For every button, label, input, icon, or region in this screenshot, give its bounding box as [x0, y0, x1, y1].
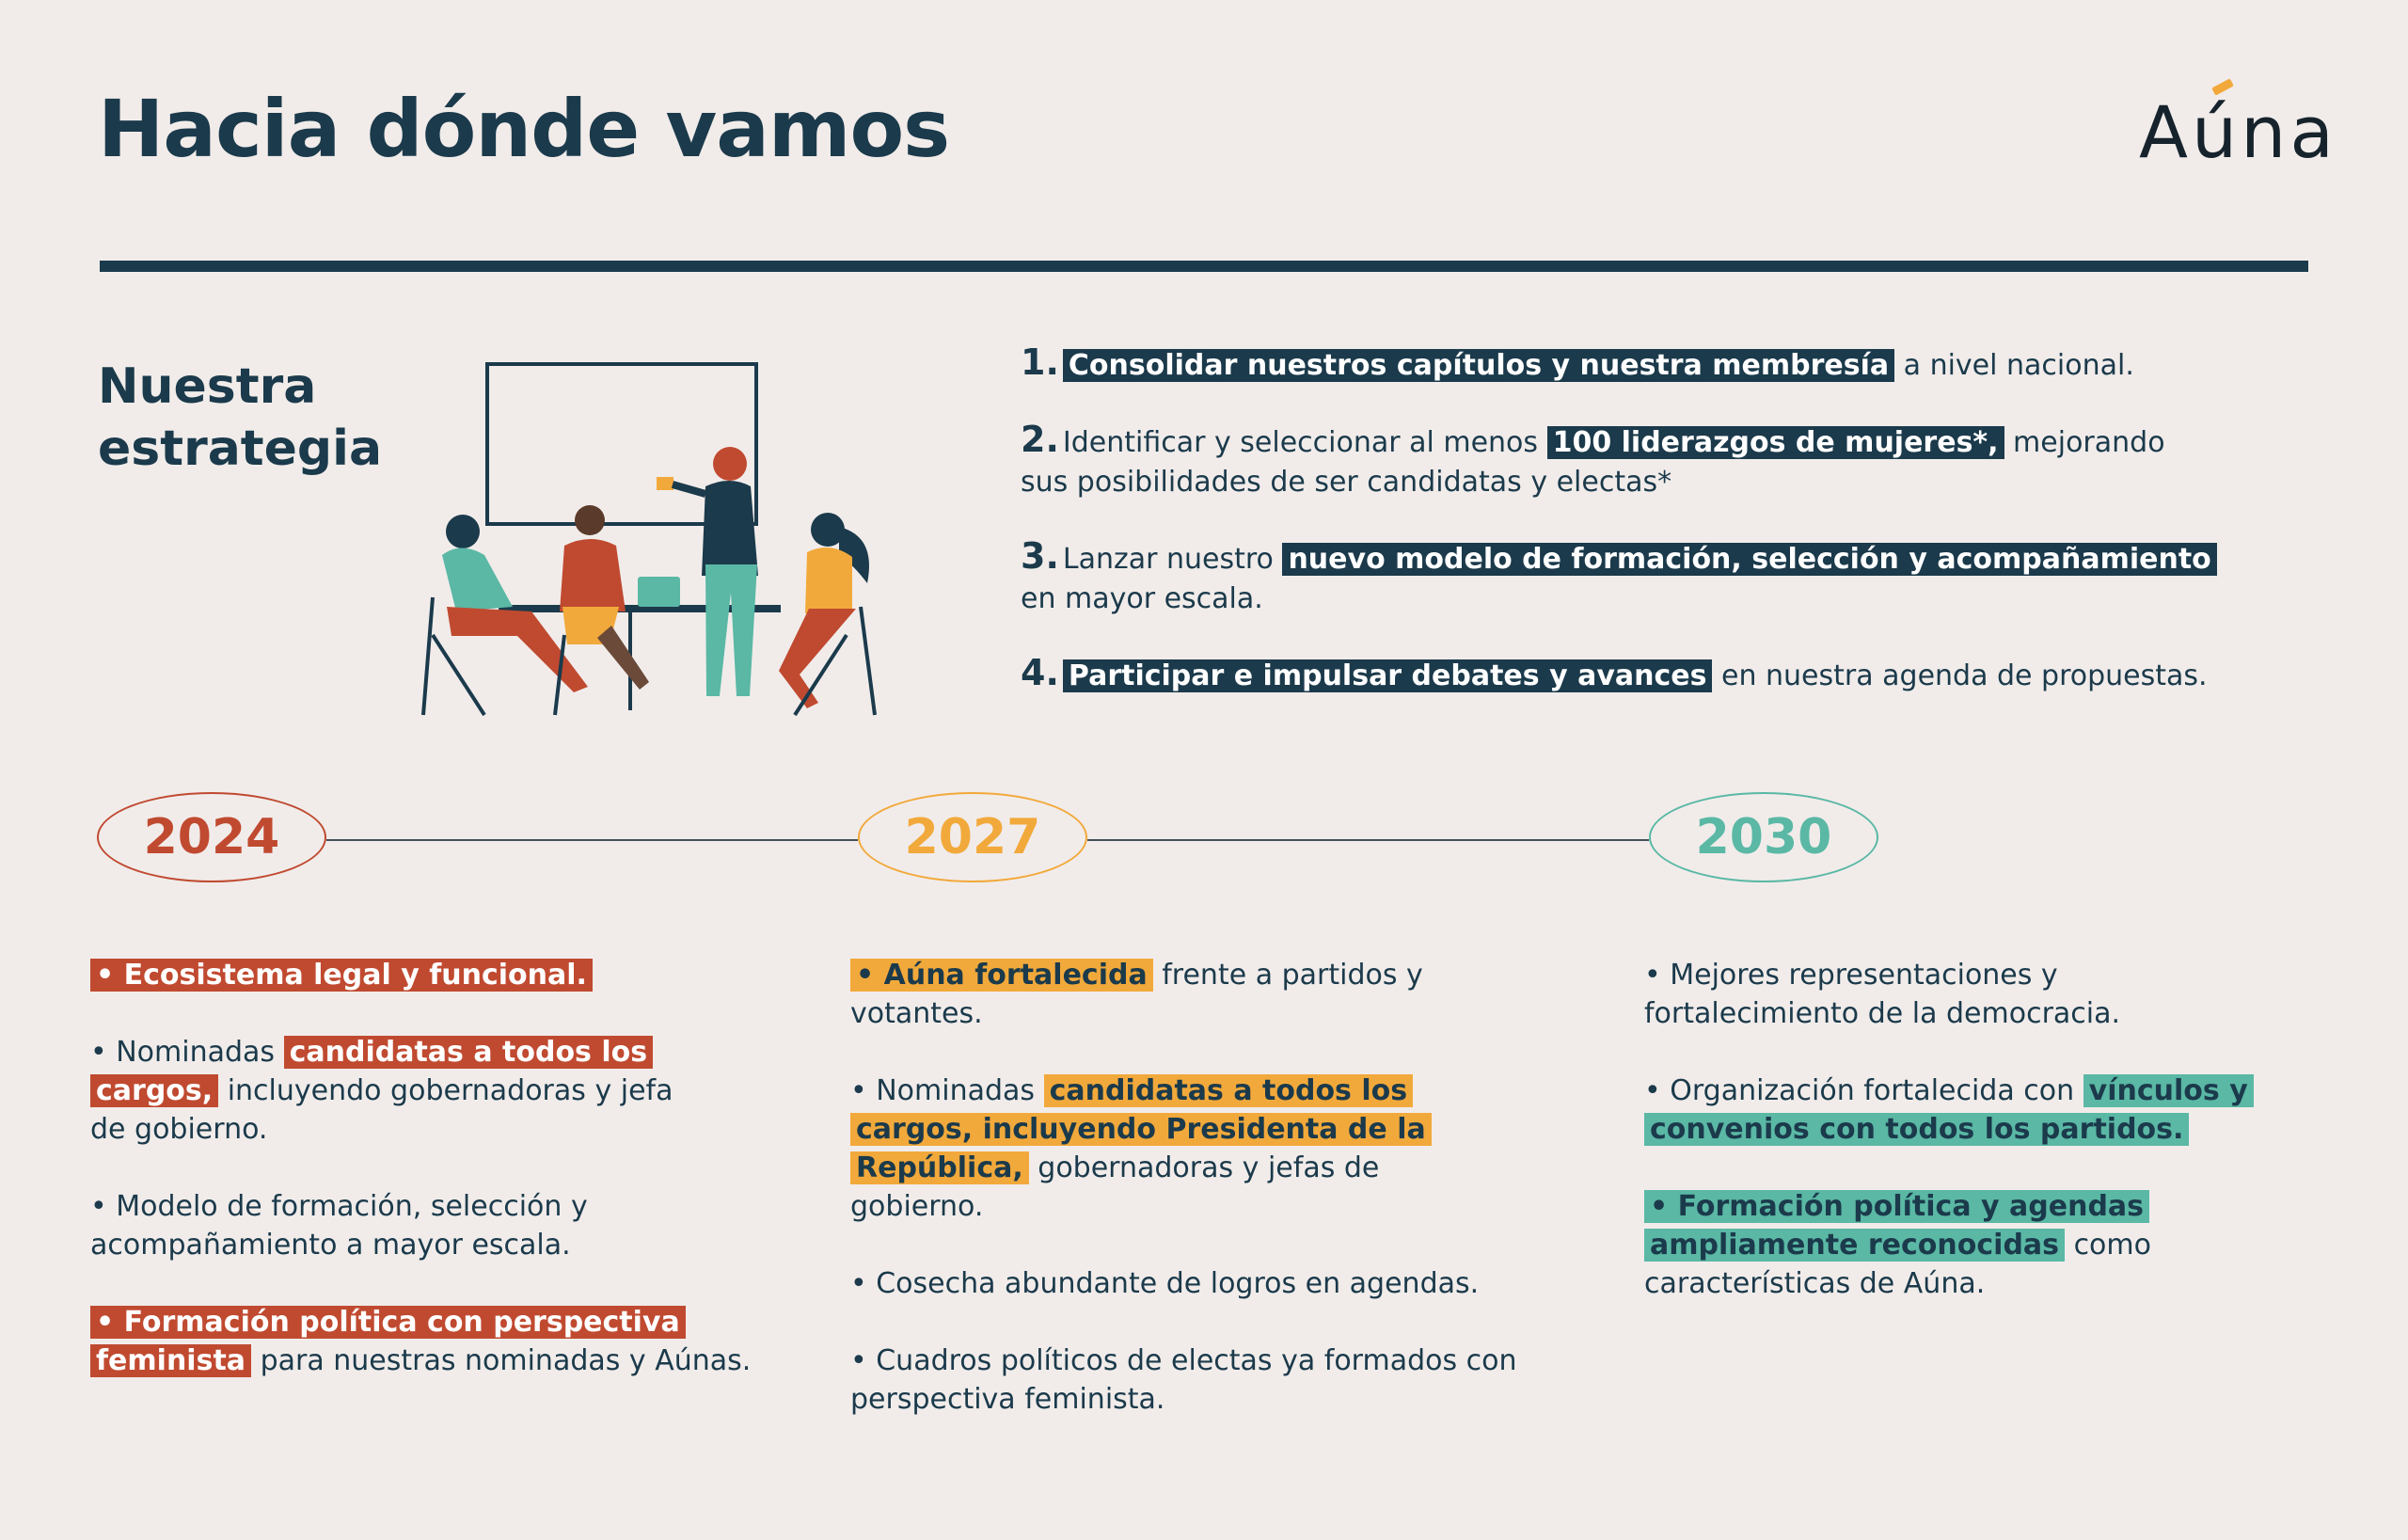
list-item: • Formación política con perspectiva feminista para nuestras nominadas y Aúnas.	[90, 1303, 768, 1380]
strategy-heading: Nuestra estrategia	[98, 358, 383, 477]
list-item: • Nominadas candidatas a todos los cargos, incluyendo gobernadoras y jefa de gobierno.	[90, 1036, 673, 1146]
year-badge-2024: 2024	[97, 792, 326, 882]
strategy-goal-4: 4. Participar e impulsar debates y avances en nuestra agenda de propuestas.	[1021, 652, 2208, 693]
strategy-goal-1: 1. Consolidar nuestros capítulos y nuestra membresía a nivel nacional.	[1021, 341, 2134, 383]
strategy-goal-3: 3. Lanzar nuestro nuevo modelo de formación, selección y acompañamiento en mayor escala.	[1021, 536, 2217, 619]
milestones-2030	[1644, 956, 2284, 1342]
team-meeting-illustration	[395, 353, 912, 720]
year-badge-2027: 2027	[858, 792, 1087, 882]
list-item: • Mejores representaciones y fortalecimiento de la democracia.	[1644, 959, 2121, 1030]
strategy-goal-2: 2. Identificar y seleccionar al menos 100 liderazgos de mujeres*, mejorando sus posibilidades de ser candidatas y electas*	[1021, 419, 2165, 499]
timeline-connector	[1087, 839, 1649, 841]
list-item: • Cosecha abundante de logros en agendas.	[850, 1267, 1480, 1300]
milestones-2027	[850, 956, 1584, 1457]
list-item: • Modelo de formación, selección y acompañamiento a mayor escala.	[90, 1190, 588, 1262]
list-item: • Aúna fortalecida frente a partidos y votantes.	[850, 959, 1423, 1030]
list-item: • Formación política y agendas ampliamente reconocidas como características de Aúna.	[1644, 1190, 2151, 1300]
header-divider	[100, 261, 2308, 272]
list-item: • Cuadros políticos de electas ya formados con perspectiva feminista.	[850, 1344, 1517, 1416]
year-badge-2030: 2030	[1649, 792, 1878, 882]
list-item: • Organización fortalecida con vínculos y convenios con todos los partidos.	[1644, 1072, 2265, 1149]
brand-logo: Aú na	[2139, 90, 2337, 174]
timeline-connector	[326, 839, 858, 841]
list-item: • Ecosistema legal y funcional.	[90, 956, 768, 994]
page-title: Hacia dónde vamos	[98, 83, 950, 175]
list-item: • Nominadas candidatas a todos los cargos, incluyendo Presidenta de la República, gobernadoras y jefas de gobierno.	[850, 1072, 1452, 1226]
milestones-2024	[90, 956, 768, 1419]
